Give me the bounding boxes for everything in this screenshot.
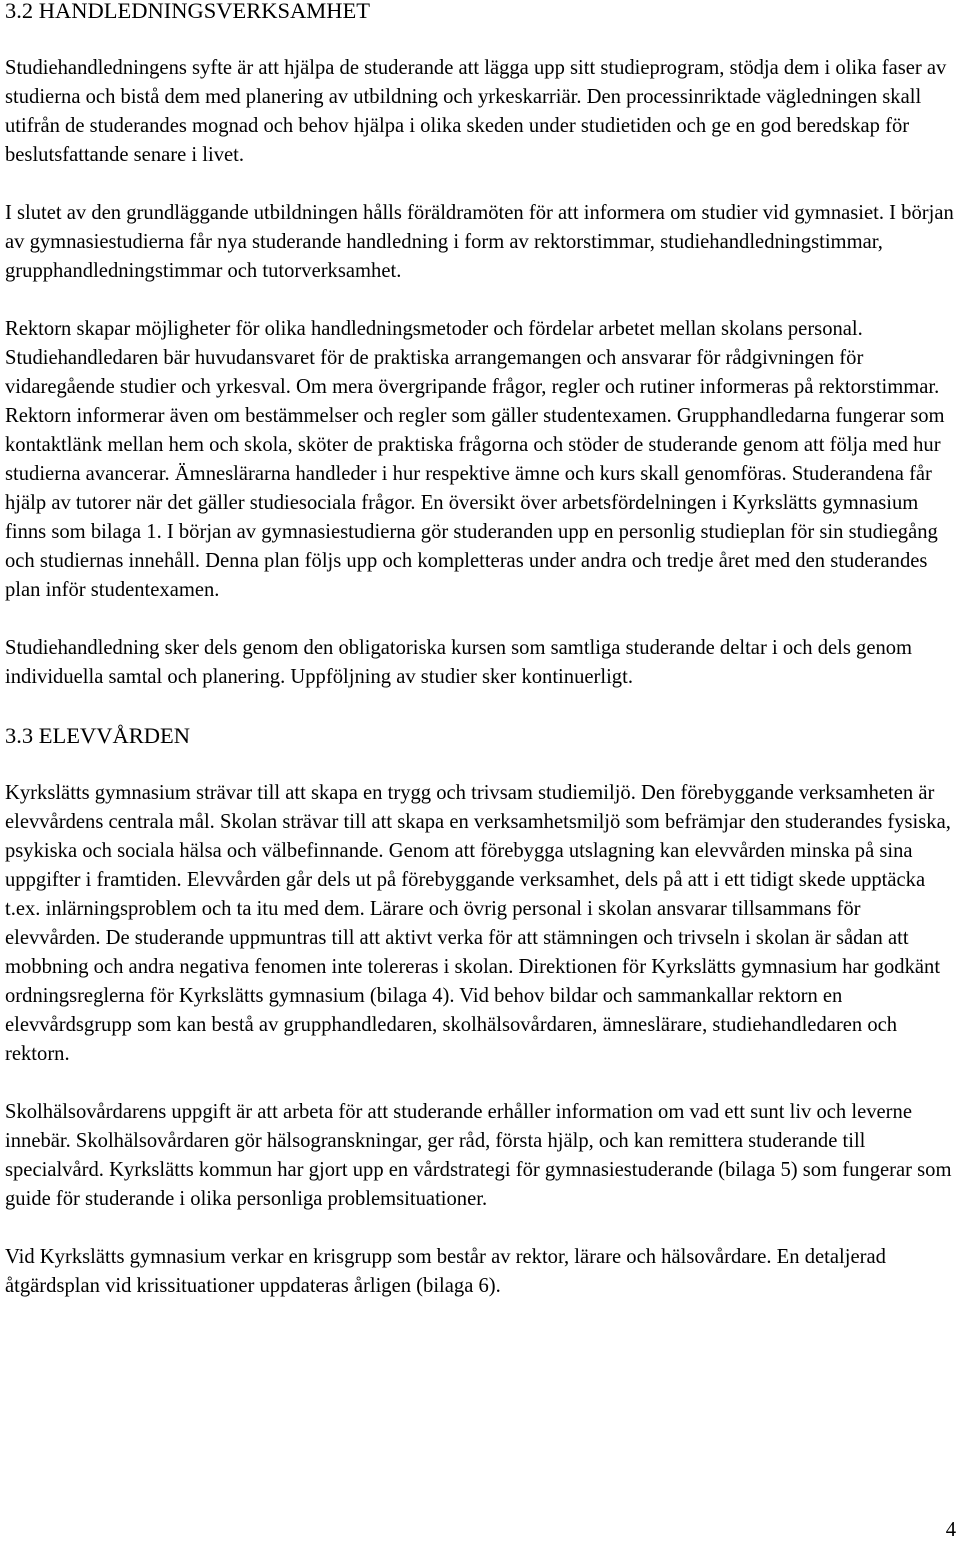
spacer bbox=[5, 286, 957, 315]
spacer bbox=[5, 692, 957, 721]
paragraph-foraldramoten: I slutet av den grundläggande utbildningen hålls föräldramöten för att informera om studier vid gymnasiet. I början av gymnasiestudierna får nya studerande handledning i form av rektorstimmar, studiehandledningstimmar, grupphandledningstimmar och tutorverksamhet. bbox=[5, 202, 954, 282]
page-content bbox=[5, 0, 957, 1301]
section-heading-elevvarden: 3.3 ELEVVÅRDEN bbox=[5, 723, 190, 748]
spacer bbox=[5, 170, 957, 199]
spacer bbox=[5, 25, 957, 54]
spacer bbox=[5, 1214, 957, 1243]
spacer bbox=[5, 750, 957, 779]
section-heading-handledningsverksamhet: 3.2 HANDLEDNINGSVERKSAMHET bbox=[5, 0, 370, 23]
paragraph-krisgrupp: Vid Kyrkslätts gymnasium verkar en krisgrupp som består av rektor, lärare och hälsovårdare. En detaljerad åtgärdsplan vid krissituationer uppdateras årligen (bilaga 6). bbox=[5, 1246, 886, 1297]
paragraph-studiehandledning-kurs: Studiehandledning sker dels genom den obligatoriska kursen som samtliga studerande deltar i och dels genom individuella samtal och planering. Uppföljning av studier sker kontinuerligt. bbox=[5, 637, 913, 688]
spacer bbox=[5, 1069, 957, 1098]
paragraph-trygg-studiemiljo: Kyrkslätts gymnasium strävar till att skapa en trygg och trivsam studiemiljö. Den förebyggande verksamheten är elevvårdens centrala mål. Skolan strävar till att skapa en verksamhetsmiljö som befrämjar den studerandes fysiska, psykiska och sociala hälsa och välbefinnande. Genom att förebygga utslagning kan elevvården minska på sina uppgifter i framtiden. Elevvården går dels ut på förebyggande verksamhet, dels på att i ett tidigt skede upptäcka t.ex. inlärningsproblem och ta itu med dem. Lärare och övrig personal i skolan ansvarar tillsammans för elevvården. De studerande uppmuntras till att aktivt verka för att stämningen och trivseln i skolan är sådan att mobbning och andra negativa fenomen inte tolereras i skolan. Direktionen för Kyrkslätts gymnasium har godkänt ordningsreglerna för Kyrkslätts gymnasium (bilaga 4). Vid behov bildar och sammankallar rektorn en elevvårdsgrupp som kan bestå av grupphandledaren, skolhälsovårdaren, ämneslärare, studiehandledaren och rektorn. bbox=[5, 782, 951, 1065]
page-number: 4 bbox=[945, 1519, 956, 1541]
paragraph-rektorn-handledningsmetoder: Rektorn skapar möjligheter för olika handledningsmetoder och fördelar arbetet mellan skolans personal. Studiehandledaren bär huvudansvaret för de praktiska arrangemangen och ansvarar för rådgivningen för vidaregående studier och yrkesval. Om mera övergripande frågor, regler och rutiner informeras på rektorstimmar. Rektorn informerar även om bestämmelser och regler som gäller studentexamen. Grupphandledarna fungerar som kontaktlänk mellan hem och skola, sköter de praktiska frågorna och stöder de studerande genom att följa med hur studierna avancerar. Ämneslärarna handleder i hur respektive ämne och kurs skall genomföras. Studerandena får hjälp av tutorer när det gäller studiesociala frågor. En översikt över arbetsfördelningen i Kyrkslätts gymnasium finns som bilaga 1. I början av gymnasiestudierna gör studeranden upp en personlig studieplan för sin studiegång och studiernas innehåll. Denna plan följs upp och kompletteras under andra och tredje året med den studerandes plan inför studentexamen. bbox=[5, 318, 945, 601]
spacer bbox=[5, 605, 957, 634]
paragraph-studiehandledning-syfte: Studiehandledningens syfte är att hjälpa de studerande att lägga upp sitt studieprogram, stödja dem i olika faser av studierna och bistå dem med planering av utbildning och yrkeskarriär. Den processinriktade vägledningen skall utifrån de studerandes mognad och behov hjälpa i olika skeden under studietiden och ge en god beredskap för beslutsfattande senare i livet. bbox=[5, 57, 947, 166]
paragraph-skolhalsovardare: Skolhälsovårdarens uppgift är att arbeta för att studerande erhåller information om vad ett sunt liv och leverne innebär. Skolhälsovårdaren gör hälsogranskningar, ger råd, första hjälp, och kan remittera studerande till specialvård. Kyrkslätts kommun har gjort upp en vårdstrategi för gymnasiestuderande (bilaga 5) som fungerar som guide för studerande i olika personliga problemsituationer. bbox=[5, 1101, 952, 1210]
